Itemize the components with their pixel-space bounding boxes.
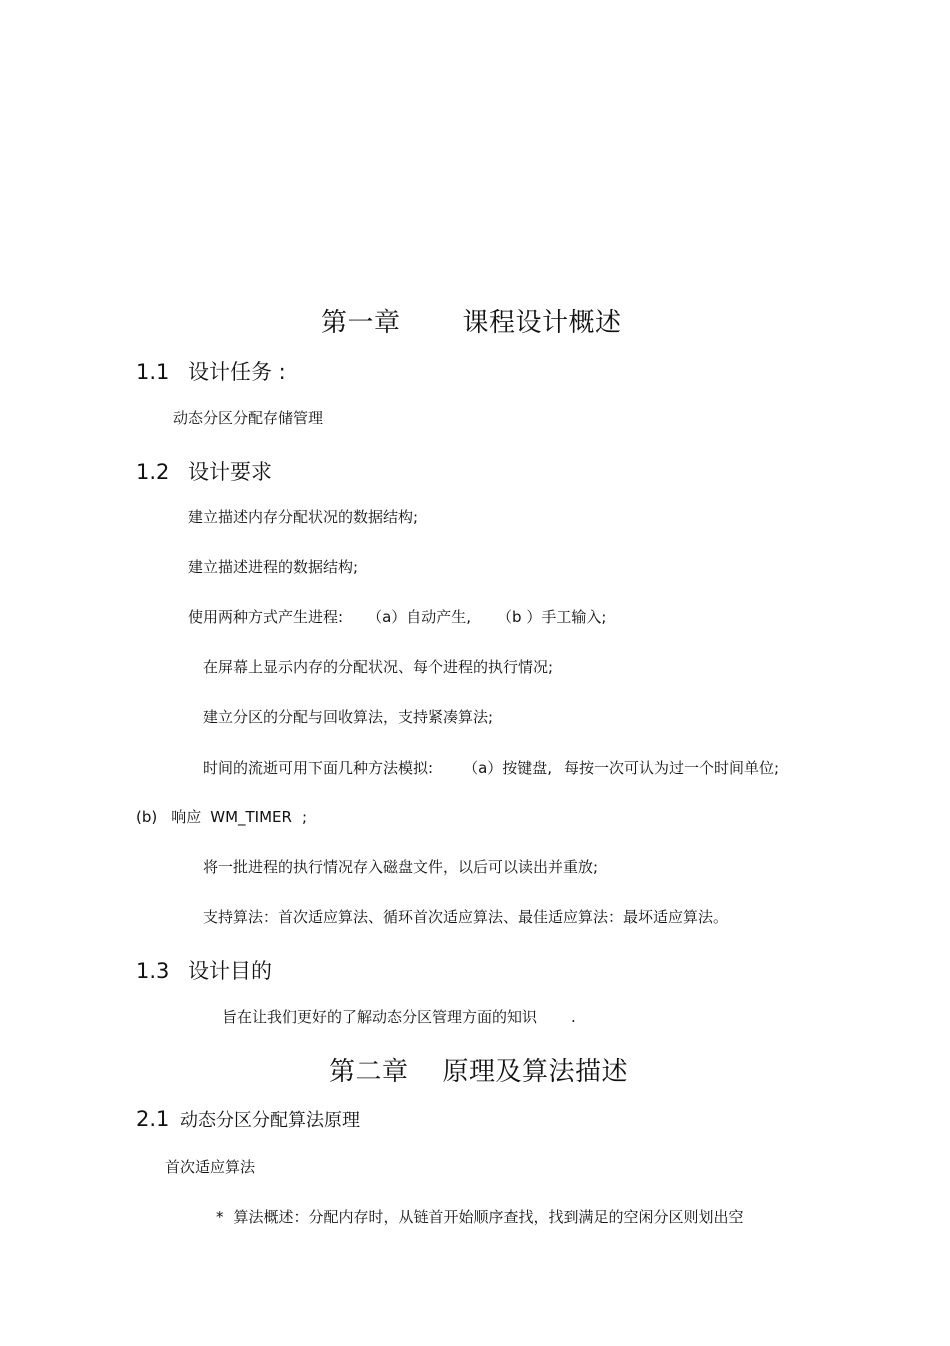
requirement-1: 建立描述内存分配状况的数据结构; <box>188 508 419 526</box>
chapter2-label: 第二章 <box>329 1057 409 1087</box>
requirement-3-option-a: （a）自动产生, <box>367 608 472 626</box>
requirement-6-option-b-text: 响应 <box>171 808 202 826</box>
requirement-3-text: 使用两种方式产生进程: <box>188 608 344 626</box>
section-2-1-number: 2.1 <box>136 1107 170 1131</box>
requirement-8: 支持算法：首次适应算法、循环首次适应算法、最佳适应算法：最坏适应算法。 <box>203 908 729 926</box>
chapter2-title: 原理及算法描述 <box>442 1057 629 1087</box>
chapter2-heading <box>329 1051 628 1088</box>
chapter1-label: 第一章 <box>321 308 401 338</box>
requirement-3 <box>188 606 606 627</box>
section-1-3-period: . <box>571 1008 576 1026</box>
requirement-6-option-b-marker: (b) <box>136 808 158 826</box>
section-2-1-heading <box>136 1106 360 1132</box>
chapter1-title: 课程设计概述 <box>462 308 622 338</box>
section-1-3-heading <box>136 955 272 985</box>
section-1-2-number: 1.2 <box>136 460 170 484</box>
requirement-5: 建立分区的分配与回收算法，支持紧凑算法; <box>203 708 494 726</box>
section-1-1-heading <box>136 356 286 386</box>
section-1-3-title: 设计目的 <box>188 959 272 983</box>
requirement-6-option-a: （a）按键盘, <box>463 759 553 777</box>
requirement-2: 建立描述进程的数据结构; <box>188 558 359 576</box>
chapter1-heading <box>321 302 622 339</box>
requirement-3-option-b: （b ）手工输入; <box>497 608 607 626</box>
requirement-6-option-a-detail: 每按一次可认为过一个时间单位; <box>564 759 780 777</box>
section-1-1-title: 设计任务 : <box>188 360 286 384</box>
bullet-marker: * <box>216 1208 224 1226</box>
first-fit-description-text: 算法概述：分配内存时，从链首开始顺序查找，找到满足的空闲分区则划出空 <box>233 1208 744 1226</box>
requirement-6 <box>203 757 779 778</box>
requirement-6-text: 时间的流逝可用下面几种方法模拟: <box>203 759 434 777</box>
section-1-2-title: 设计要求 <box>188 460 272 484</box>
section-1-3-number: 1.3 <box>136 959 170 983</box>
requirement-6-continued <box>136 806 307 827</box>
requirement-4: 在屏幕上显示内存的分配状况、每个进程的执行情况; <box>203 658 554 676</box>
section-1-3-text: 旨在让我们更好的了解动态分区管理方面的知识 <box>222 1008 538 1026</box>
requirement-6-option-b-timer: WM_TIMER <box>210 808 292 826</box>
first-fit-subheading: 首次适应算法 <box>165 1158 256 1176</box>
section-1-1-number: 1.1 <box>136 360 170 384</box>
section-1-2-heading <box>136 456 272 486</box>
requirement-7: 将一批进程的执行情况存入磁盘文件，以后可以读出并重放; <box>203 858 599 876</box>
requirement-6-option-b-end: ; <box>301 808 308 826</box>
section-1-3-content <box>222 1006 576 1027</box>
section-2-1-title: 动态分区分配算法原理 <box>180 1110 360 1131</box>
first-fit-description <box>216 1206 744 1227</box>
section-1-1-content: 动态分区分配存储管理 <box>173 409 324 427</box>
